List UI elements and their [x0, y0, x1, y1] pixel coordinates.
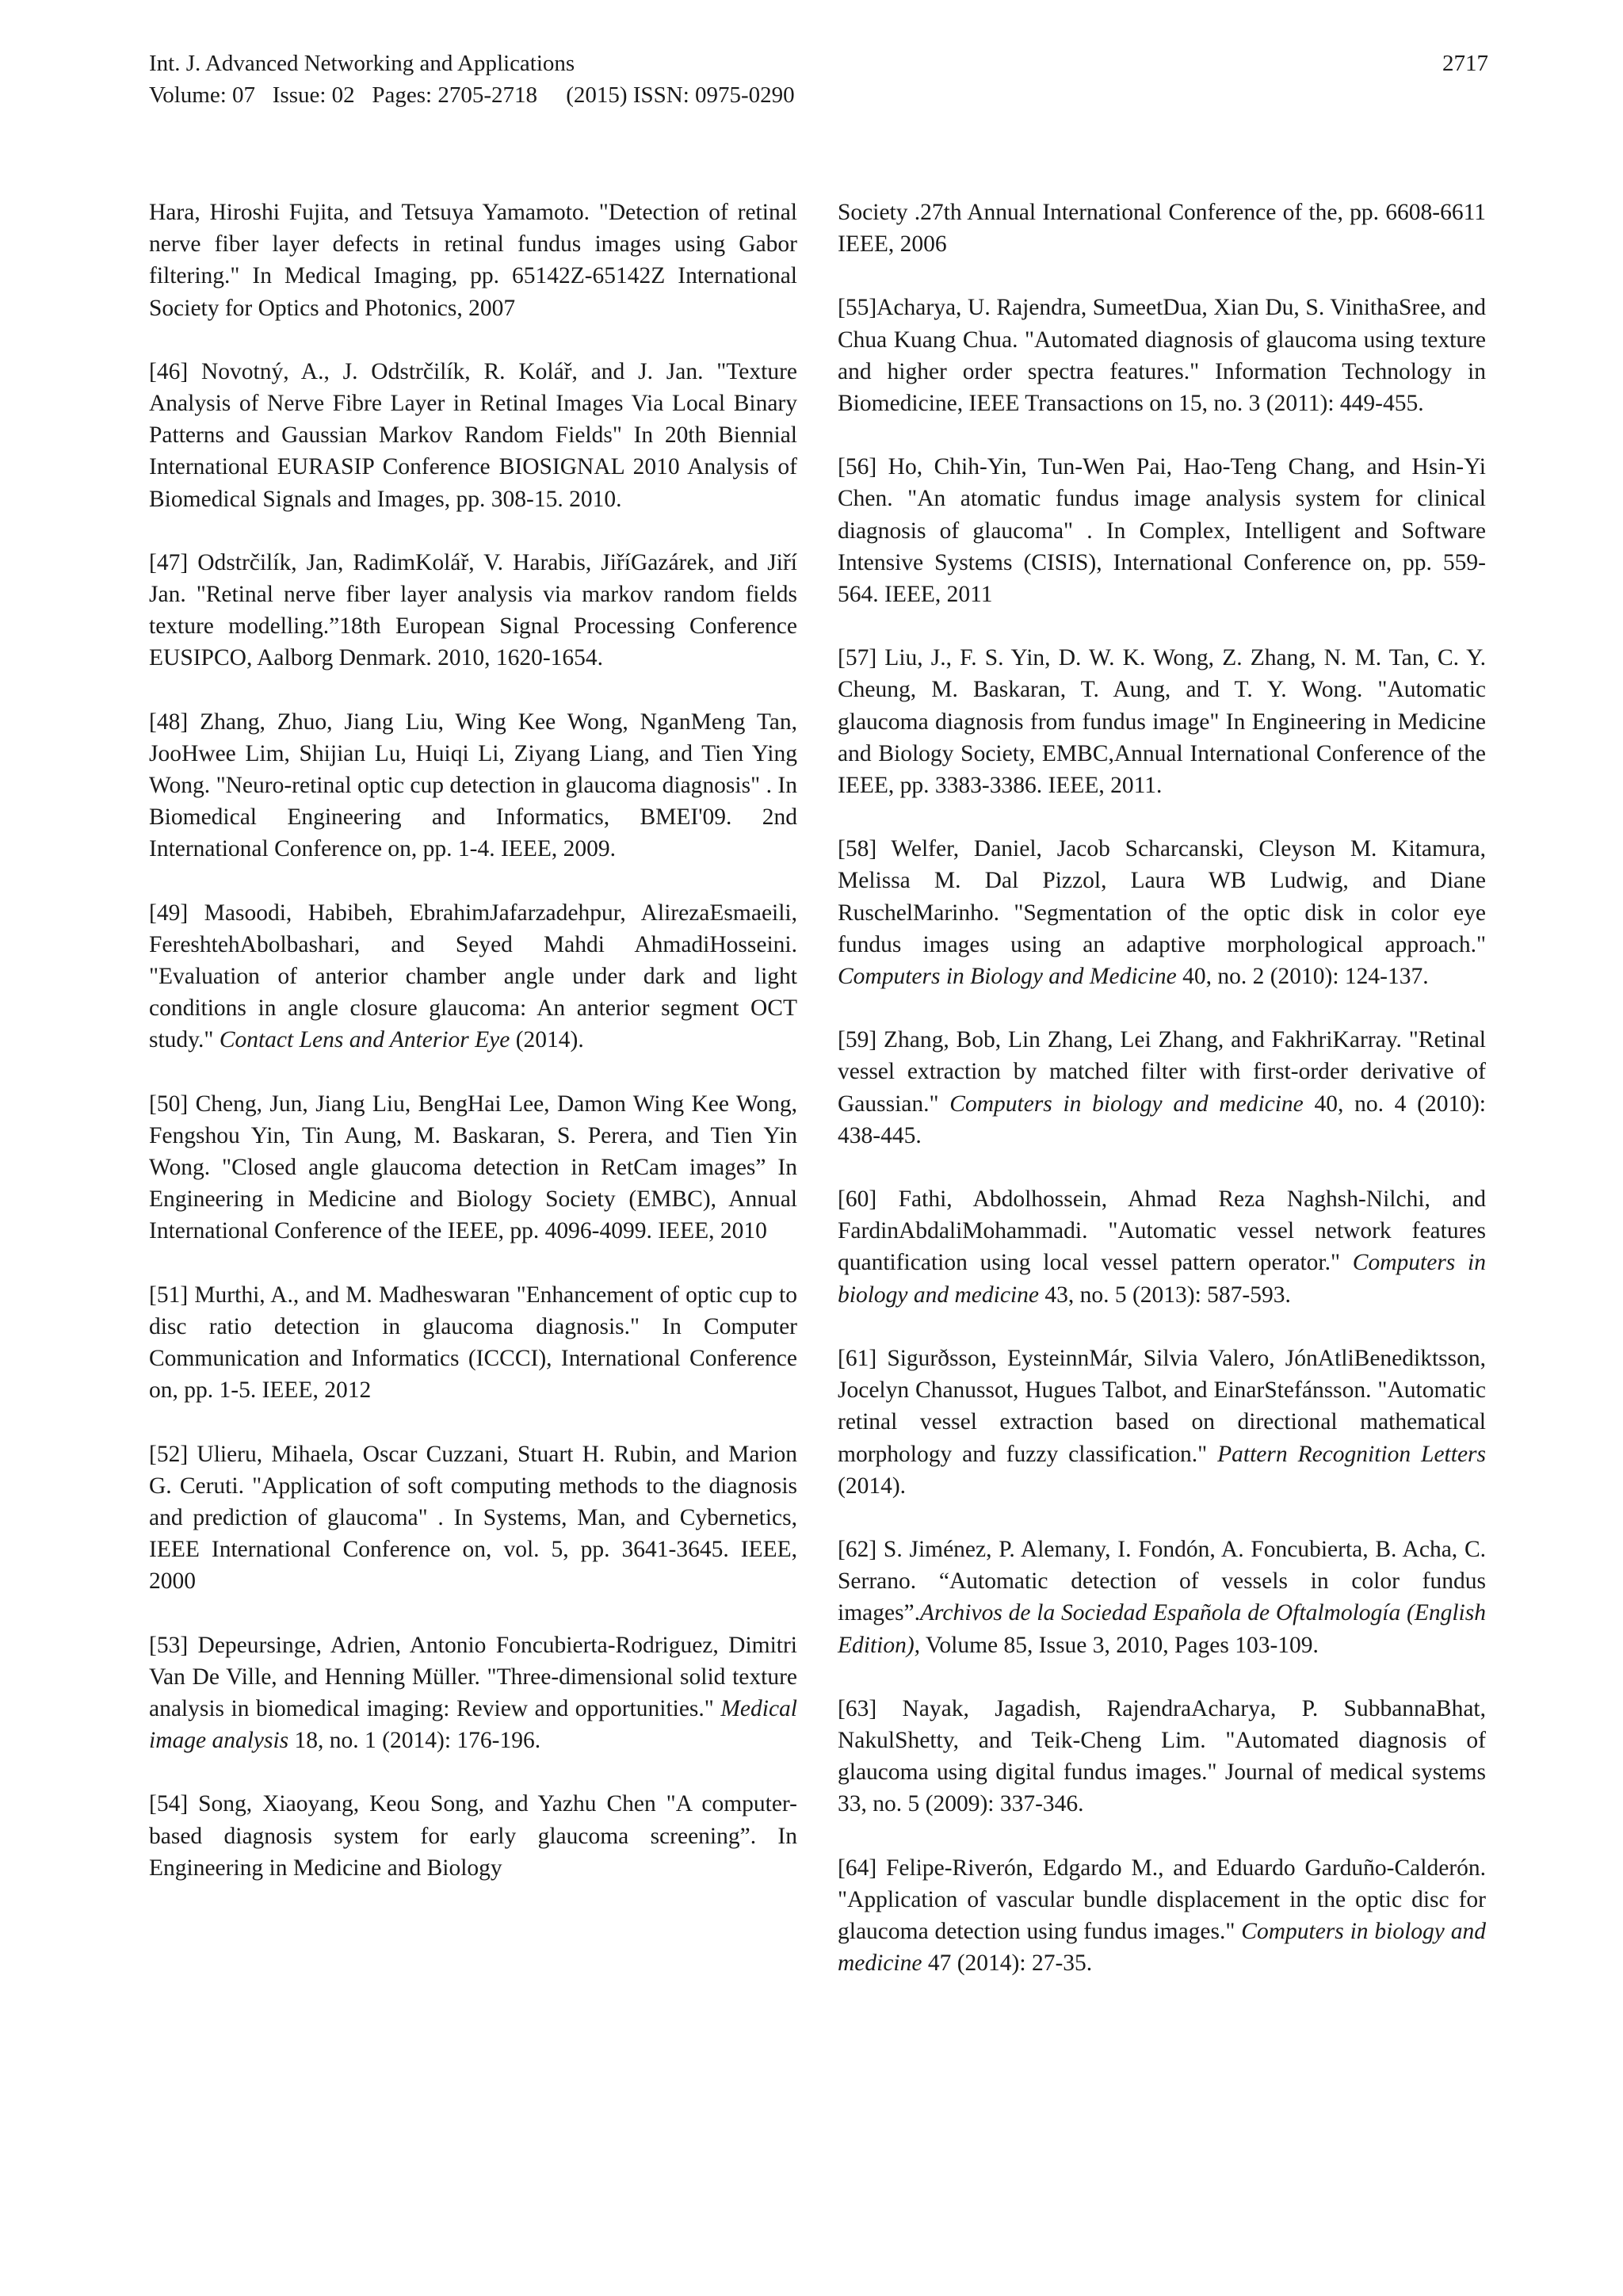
reference-entry: [63] Nayak, Jagadish, RajendraAcharya, P. SubbannaBhat, NakulShetty, and Teik-Cheng Lim. "Automated diagnosis of glaucoma using digital fundus images." Journal of medical systems 33, no. 5 (2009): 337-346. [838, 1695, 1486, 1817]
reference-entry: [64] Felipe-Riverón, Edgardo M., and Eduardo Garduño-Calderón. "Application of vascular bundle displacement in the optic disc for glaucoma detection using fundus images." Computers in biology and medicine 47 (2014): 27-35. [838, 1855, 1486, 1977]
reference-entry: Society .27th Annual International Conference of the, pp. 6608-6611 IEEE, 2006 [838, 200, 1486, 258]
reference-entry: [52] Ulieru, Mihaela, Oscar Cuzzani, Stuart H. Rubin, and Marion G. Ceruti. "Application of soft computing methods to the diagnosis and prediction of glaucoma" . In Systems, Man, and Cybernetics, IEEE International Conference on, vol. 5, pp. 3641-3645. IEEE, 2000 [149, 1441, 797, 1595]
page-header [149, 48, 1488, 111]
reference-entry: [59] Zhang, Bob, Lin Zhang, Lei Zhang, and FakhriKarray. "Retinal vessel extraction by matched filter with first-order derivative of Gaussian." Computers in biology and medicine 40, no. 4 (2010): 438-445. [838, 1027, 1486, 1148]
reference-entry: [62] S. Jiménez, P. Alemany, I. Fondón, A. Foncubierta, B. Acha, C. Serrano. “Automatic detection of vessels in color fundus images”.Archivos de la Sociedad Española de Oftalmología (English Edition), Volume 85, Issue 3, 2010, Pages 103-109. [838, 1536, 1486, 1658]
reference-entry: [47] Odstrčilík, Jan, RadimKolář, V. Harabis, JiříGazárek, and Jiří Jan. "Retinal nerve fiber layer analysis via markov random fields texture modelling.”18th European Signal Processing Conference EUSIPCO, Aalborg Denmark. 2010, 1620-1654. [149, 549, 797, 671]
page-number: 2717 [1442, 51, 1488, 76]
right-reference-column [838, 197, 1486, 2011]
volume-info: Volume: 07 Issue: 02 Pages: 2705-2718 (2015) ISSN: 0975-0290 [149, 82, 795, 108]
reference-entry: [51] Murthi, A., and M. Madheswaran "Enhancement of optic cup to disc ratio detection in glaucoma diagnosis." In Computer Communication and Informatics (ICCCI), International Conference on, pp. 1-5. IEEE, 2012 [149, 1282, 797, 1404]
reference-entry: Hara, Hiroshi Fujita, and Tetsuya Yamamoto. "Detection of retinal nerve fiber layer defects in retinal fundus images using Gabor filtering." In Medical Imaging, pp. 65142Z-65142Z International Society for Optics and Photonics, 2007 [149, 200, 797, 321]
reference-entry: [54] Song, Xiaoyang, Keou Song, and Yazhu Chen "A computer-based diagnosis system for early glaucoma screening”. In Engineering in Medicine and Biology [149, 1791, 797, 1881]
reference-entry: [46] Novotný, A., J. Odstrčilík, R. Kolář, and J. Jan. "Texture Analysis of Nerve Fibre Layer in Retinal Images Via Local Binary Patterns and Gaussian Markov Random Fields" In 20th Biennial International EURASIP Conference BIOSIGNAL 2010 Analysis of Biomedical Signals and Images, pp. 308-15. 2010. [149, 358, 797, 512]
reference-entry: [55]Acharya, U. Rajendra, SumeetDua, Xian Du, S. VinithaSree, and Chua Kuang Chua. "Automated diagnosis of glaucoma using texture and higher order spectra features." Information Technology in Biomedicine, IEEE Transactions on 15, no. 3 (2011): 449-455. [838, 295, 1486, 417]
reference-entry: [49] Masoodi, Habibeh, EbrahimJafarzadehpur, AlirezaEsmaeili, FereshtehAbolbashari, and Seyed Mahdi AhmadiHosseini. "Evaluation of anterior chamber angle under dark and light conditions in angle closure glaucoma: An anterior segment OCT study." Contact Lens and Anterior Eye (2014). [149, 900, 797, 1053]
reference-entry: [53] Depeursinge, Adrien, Antonio Foncubierta-Rodriguez, Dimitri Van De Ville, and Henning Müller. "Three-dimensional solid texture analysis in biomedical imaging: Review and opportunities." Medical image analysis 18, no. 1 (2014): 176-196. [149, 1632, 797, 1754]
reference-entry: [60] Fathi, Abdolhossein, Ahmad Reza Naghsh-Nilchi, and FardinAbdaliMohammadi. "Automatic vessel network features quantification using local vessel pattern operator." Computers in biology and medicine 43, no. 5 (2013): 587-593. [838, 1186, 1486, 1308]
reference-entry: [48] Zhang, Zhuo, Jiang Liu, Wing Kee Wong, NganMeng Tan, JooHwee Lim, Shijian Lu, Huiqi Li, Ziyang Liang, and Tien Ying Wong. "Neuro-retinal optic cup detection in glaucoma diagnosis" . In Biomedical Engineering and Informatics, BMEI'09. 2nd International Conference on, pp. 1-4. IEEE, 2009. [149, 709, 797, 862]
reference-entry: [56] Ho, Chih-Yin, Tun-Wen Pai, Hao-Teng Chang, and Hsin-Yi Chen. "An atomatic fundus image analysis system for clinical diagnosis of glaucoma" . In Complex, Intelligent and Software Intensive Systems (CISIS), International Conference on, pp. 559-564. IEEE, 2011 [838, 454, 1486, 608]
reference-entry: [61] Sigurðsson, EysteinnMár, Silvia Valero, JónAtliBenediktsson, Jocelyn Chanussot, Hugues Talbot, and EinarStefánsson. "Automatic retinal vessel extraction based on directional mathematical morphology and fuzzy classification." Pattern Recognition Letters (2014). [838, 1345, 1486, 1499]
reference-entry: [50] Cheng, Jun, Jiang Liu, BengHai Lee, Damon Wing Kee Wong, Fengshou Yin, Tin Aung, M. Baskaran, S. Perera, and Tien Yin Wong. "Closed angle glaucoma detection in RetCam images” In Engineering in Medicine and Biology Society (EMBC), Annual International Conference of the IEEE, pp. 4096-4099. IEEE, 2010 [149, 1091, 797, 1244]
reference-entry: [58] Welfer, Daniel, Jacob Scharcanski, Cleyson M. Kitamura, Melissa M. Dal Pizzol, Laura WB Ludwig, and Diane RuschelMarinho. "Segmentation of the optic disk in color eye fundus images using an adaptive morphological approach." Computers in Biology and Medicine 40, no. 2 (2010): 124-137. [838, 836, 1486, 990]
left-reference-column [149, 197, 797, 1916]
journal-title: Int. J. Advanced Networking and Applications [149, 51, 575, 76]
reference-entry: [57] Liu, J., F. S. Yin, D. W. K. Wong, Z. Zhang, N. M. Tan, C. Y. Cheung, M. Baskaran, T. Aung, and T. Y. Wong. "Automatic glaucoma diagnosis from fundus image" In Engineering in Medicine and Biology Society, EMBC,Annual International Conference of the IEEE, pp. 3383-3386. IEEE, 2011. [838, 645, 1486, 799]
